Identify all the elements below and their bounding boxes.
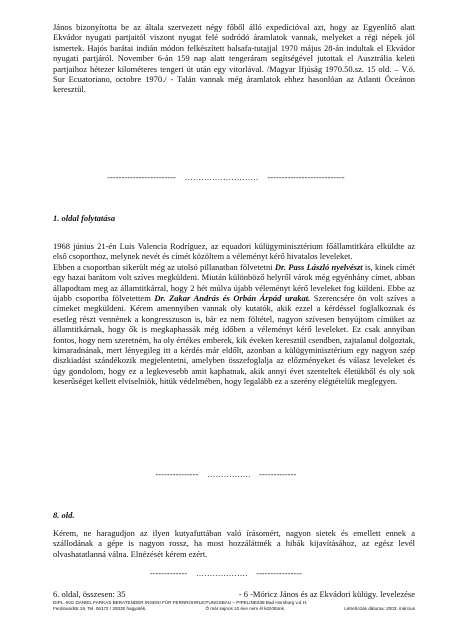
person-name: Dr. Pass László nyelvészt: [274, 261, 363, 272]
intro-text: János bizonyította be az általa szervezett négy főből álló expedícióval azt, hogy az Egyenlítő alatt Ekvádor nyugati partjaitól viszont nyugat felé sodródó áramlatok vannak, melyeket a régi népek jól ismertek. Hajós barátai indián módon felkészített balsafa-tutajjal 1970 május 28-án indultak el Ekvádor nyugati partjáról. November 6-án 159 nap alatt tengeráram segítségével jutottak el Ausztrália keleti partjaihoz hétezer kilométeres tengeri út után egy vitorlával. /Magyar Ifjúság 1970.50.sz. 15 old. – V.ö. Sur Ecuatoriano, octobre 1970./ - Talán vannak még áramlatok ehhez hasonlóan az Atlanti Óceánon keresztül.: [53, 22, 415, 95]
separator-line: ------------- ………………. ----------------: [149, 569, 303, 578]
footer-title: - 6 -Móricz János és az Ekvádori külügy. levelezése: [238, 589, 415, 599]
paragraph-text: is, kinek címét egy hazai barátom volt szíves megküldeni. Miután különböző helyről várok még egyénhány címet, abban állapodtam meg az államtitkárral, hogy 2 hét múlva újabb véleményt kérő leveleket fog küldeni. Ebbe az újabb csoportba fölvetettem: [53, 261, 416, 304]
person-names: Dr. Zakar András és Orbán Árpád urakat.: [154, 293, 311, 304]
intro-paragraph: [53, 22, 415, 95]
page-count: 6. oldal, összesen: 35: [53, 589, 126, 599]
section-1-body: [53, 241, 415, 387]
imprint-line: DIPL.-ING DANIEL FARKAS BERATENDER INGENI FÜR FERNROHRLEITUNGSBAU – PIPELINE638 Bad Homburg v.d.H.: [53, 600, 308, 605]
separator-line: ------------------------ ……………………… ---------------------------: [107, 173, 345, 182]
paragraph: Kérem, ne haragudjon az ilyen kutyafuttában való írásomért, nagyon sietek és emellett ennek a szállodának a gépe is nagyon rossz, ha most hozzáláttnék a hibák kijavításához, az egész levél olvashatatlanná válna. Elnézését kérem ezért.: [53, 528, 415, 559]
paragraph-text: Szerencsére ön volt szíves a címeket megküldeni. Kérem amennyiben vannak oly kutatók, akik ezzel a kérdéssel foglalkoznak és esetleg részt vennének a kongresszuson is, bár ez nem föltétel, nagyon szívesen benyújtom címüket az államtitkárnak, hogy ők is megkaphassák még időben a véleményt kérő leveleket. Ez csak annyiban fontos, hogy nem szeretném, ha oly értékes emberek, kik éveken keresztül csendben, zajtalanul dolgoztak, kimaradnának, mert lényegileg itt a kérdés már eldőlt, azonban a külügyminisztérium egy nagyon szép diszkiadást szándékozik megjelentetni, amelyben összefoglalja az előzményeket és válasz leveleket és úgy gondolom, hogy ez a legkevesebb amit kaphatnak, akik annyi évet szenteltek életükből és oly sok keserűséget kellett elviselniök, hitük védelmében, hogy legalább ez a szerény elégtételük meglegyen.: [53, 293, 415, 387]
section-heading: 8. old.: [53, 510, 75, 520]
footer-imprint: [53, 600, 415, 612]
imprint-date: Létrehozás dátuma: 2003. március: [344, 606, 415, 611]
section-heading: 1. oldal folytatása: [53, 213, 116, 223]
paragraph: [53, 262, 415, 387]
paragraph: 1968 június 21-én Luis Valencia Rodríguez, az equadori külügyminisztérium főállamtitkára elküldte az első csoporthoz, melynek nevét és címét közöltem a véleményt kérő hivatalos leveleket.: [53, 241, 415, 262]
separator-line: --------------- ……………. -------------: [155, 470, 297, 479]
imprint-note: Ő már sajnos 10 éve nem él közöttünk.: [205, 606, 286, 611]
paragraph-text: Ebben a csoportban sikerült még az utolsó pillanatban fölvetetni: [53, 261, 275, 272]
section-8-body: [53, 528, 415, 559]
imprint-address: Ferdinandstr.19, Tel. 06172 / 29330 hagyaték.: [53, 606, 147, 611]
